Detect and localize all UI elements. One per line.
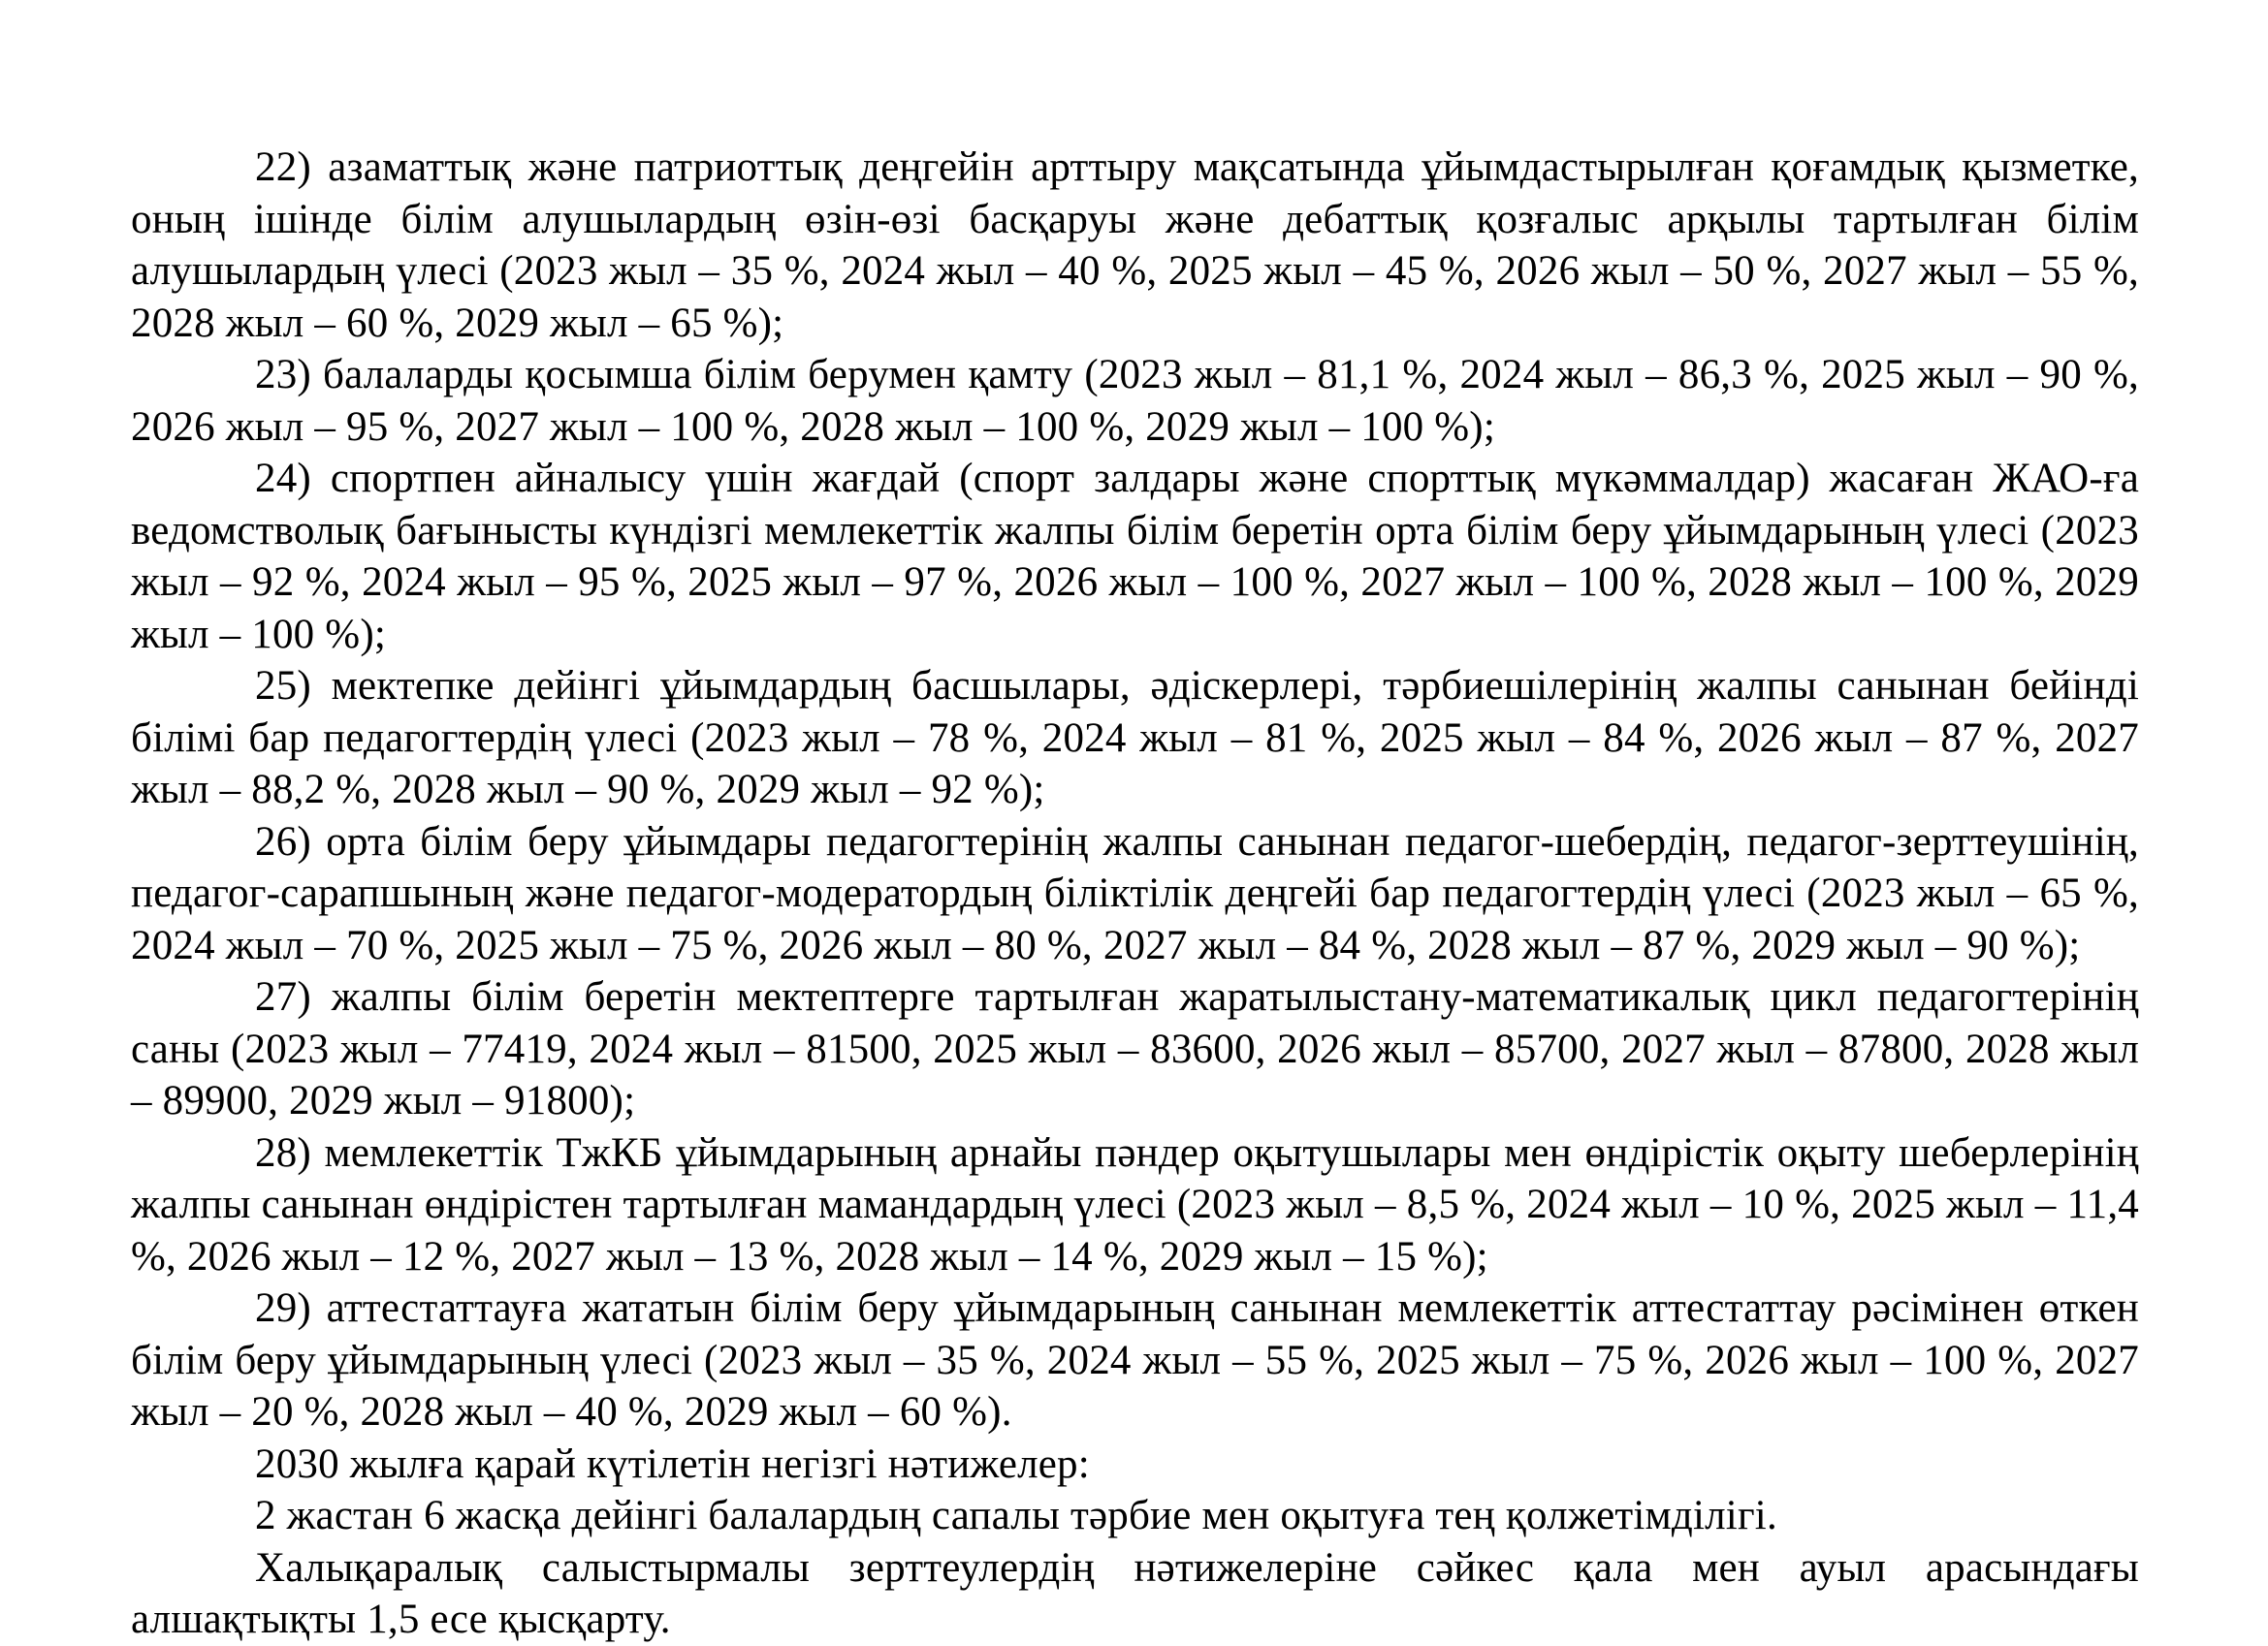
document-body bbox=[131, 142, 2139, 1646]
paragraph-item-25: 25) мектепке дейінгі ұйымдардың басшылары, әдіскерлері, тәрбиешілерінің жалпы санынан бейінді білімі бар педагогтердің үлесі (2023 жыл – 78 %, 2024 жыл – 81 %, 2025 жыл – 84 %, 2026 жыл – 87 %, 2027 жыл – 88,2 %, 2028 жыл – 90 %, 2029 жыл – 92 %); bbox=[131, 663, 2139, 812]
paragraph-item-26: 26) орта білім беру ұйымдары педагогтерінің жалпы санынан педагог-шебердің, педагог-зерттеушінің, педагог-сарапшының және педагог-модератордың біліктілік деңгейі бар педагогтердің үлесі (2023 жыл – 65 %, 2024 жыл – 70 %, 2025 жыл – 75 %, 2026 жыл – 80 %, 2027 жыл – 84 %, 2028 жыл – 87 %, 2029 жыл – 90 %); bbox=[131, 818, 2139, 968]
paragraph-result-2: Халықаралық салыстырмалы зерттеулердің нәтижелеріне сәйкес қала мен ауыл арасындағы алшақтықты 1,5 есе қысқарту. bbox=[131, 1544, 2139, 1642]
paragraph-expected-results-heading: 2030 жылға қарай күтілетін негізгі нәтижелер: bbox=[255, 1440, 1090, 1487]
paragraph-item-24: 24) спортпен айналысу үшін жағдай (спорт залдары және спорттық мүкәммалдар) жасаған ЖАО-ға ведомстволық бағынысты күндізгі мемлекеттік жалпы білім беретін орта білім беру ұйымдарының үлесі (2023 жыл – 92 %, 2024 жыл – 95 %, 2025 жыл – 97 %, 2026 жыл – 100 %, 2027 жыл – 100 %, 2028 жыл – 100 %, 2029 жыл – 100 %); bbox=[131, 456, 2139, 657]
paragraph-item-22: 22) азаматтық және патриоттық деңгейін арттыру мақсатында ұйымдастырылған қоғамдық қызметке, оның ішінде білім алушылардың өзін-өзі басқаруы және дебаттық қозғалыс арқылы тартылған білім алушылардың үлесі (2023 жыл – 35 %, 2024 жыл – 40 %, 2025 жыл – 45 %, 2026 жыл – 50 %, 2027 жыл – 55 %, 2028 жыл – 60 %, 2029 жыл – 65 %); bbox=[131, 144, 2139, 346]
paragraph-item-29: 29) аттестаттауға жататын білім беру ұйымдарының санынан мемлекеттік аттестаттау рәсімінен өткен білім беру ұйымдарының үлесі (2023 жыл – 35 %, 2024 жыл – 55 %, 2025 жыл – 75 %, 2026 жыл – 100 %, 2027 жыл – 20 %, 2028 жыл – 40 %, 2029 жыл – 60 %). bbox=[131, 1285, 2139, 1435]
paragraph-item-28: 28) мемлекеттік ТжКБ ұйымдарының арнайы пәндер оқытушылары мен өндірістік оқыту шеберлерінің жалпы санынан өндірістен тартылған мамандардың үлесі (2023 жыл – 8,5 %, 2024 жыл – 10 %, 2025 жыл – 11,4 %, 2026 жыл – 12 %, 2027 жыл – 13 %, 2028 жыл – 14 %, 2029 жыл – 15 %); bbox=[131, 1129, 2139, 1280]
paragraph-result-1: 2 жастан 6 жасқа дейінгі балалардың сапалы тәрбие мен оқытуға тең қолжетімділігі. bbox=[255, 1493, 1777, 1538]
paragraph-item-23: 23) балаларды қосымша білім берумен қамту (2023 жыл – 81,1 %, 2024 жыл – 86,3 %, 2025 жыл – 90 %, 2026 жыл – 95 %, 2027 жыл – 100 %, 2028 жыл – 100 %, 2029 жыл – 100 %); bbox=[131, 352, 2139, 450]
paragraph-item-27: 27) жалпы білім беретін мектептерге тартылған жаратылыстану-математикалық цикл педагогтерінің саны (2023 жыл – 77419, 2024 жыл – 81500, 2025 жыл – 83600, 2026 жыл – 85700, 2027 жыл – 87800, 2028 жыл – 89900, 2029 жыл – 91800); bbox=[131, 974, 2139, 1124]
